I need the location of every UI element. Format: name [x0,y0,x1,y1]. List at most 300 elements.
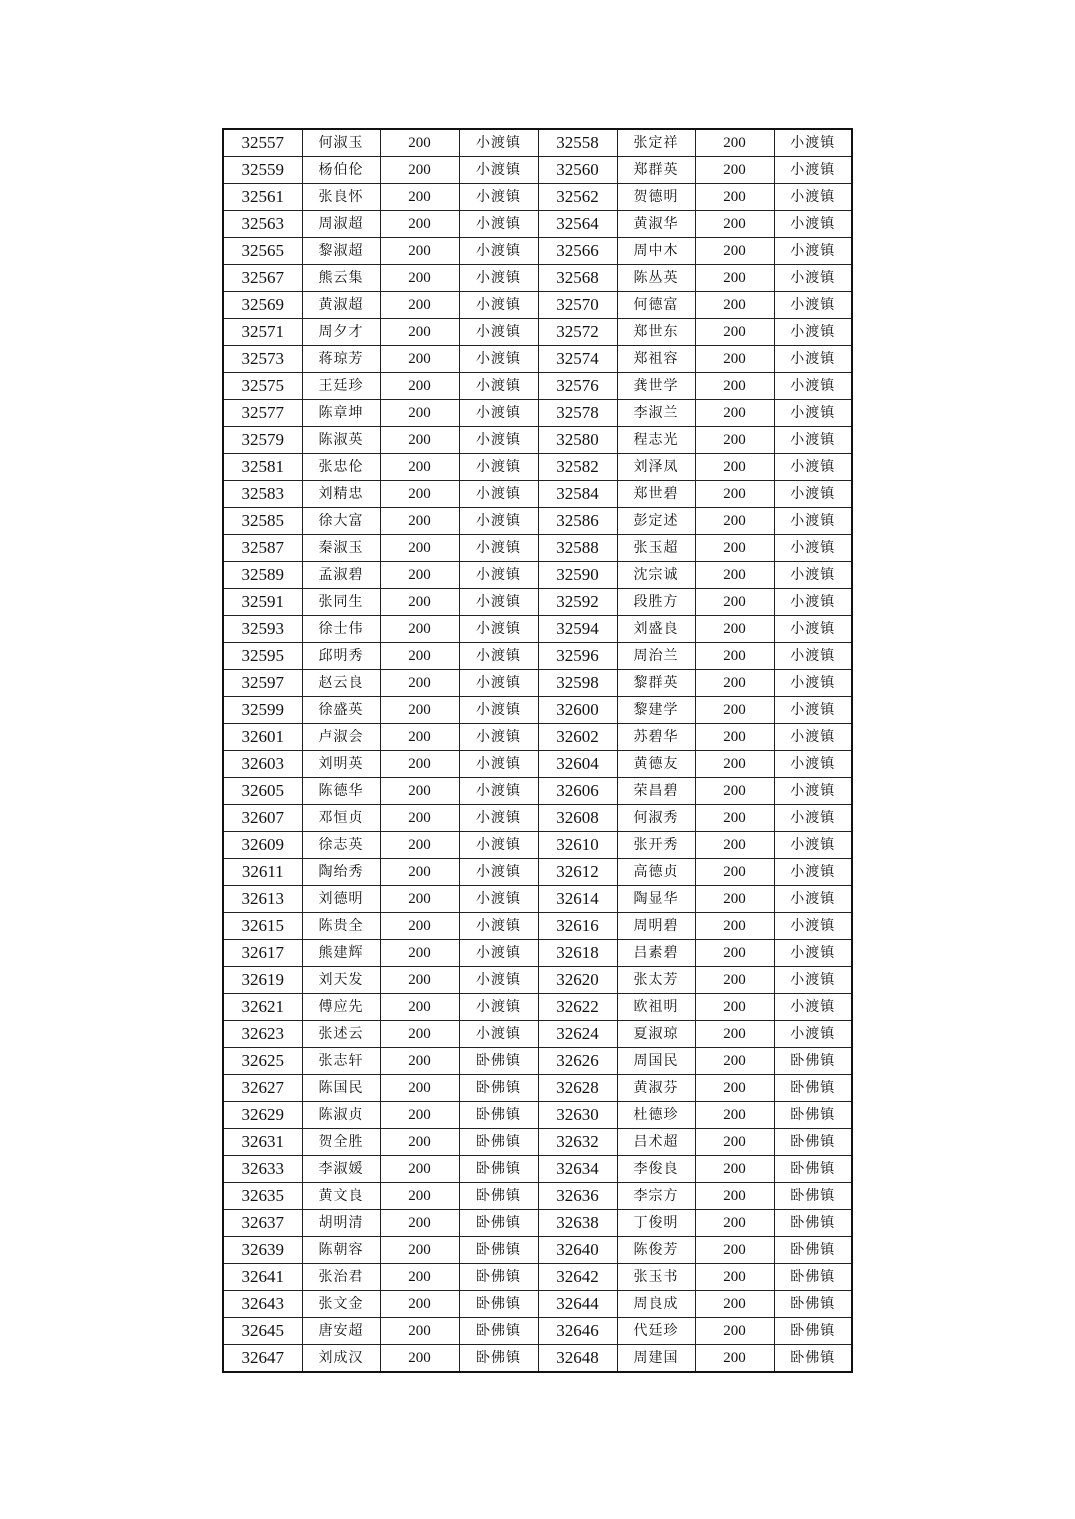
record-id-cell: 32557 [223,129,302,157]
table-row [223,508,852,535]
name-cell: 陈国民 [302,1075,380,1102]
town-cell: 卧佛镇 [459,1048,538,1075]
town-cell: 小渡镇 [774,454,852,481]
name-cell: 刘德明 [302,886,380,913]
table-row [223,292,852,319]
amount-cell: 200 [380,859,459,886]
amount-cell: 200 [695,886,774,913]
town-cell: 小渡镇 [774,778,852,805]
amount-cell: 200 [695,481,774,508]
record-id-cell: 32597 [223,670,302,697]
record-id-cell: 32558 [538,129,617,157]
name-cell: 周明碧 [617,913,695,940]
town-cell: 小渡镇 [774,400,852,427]
name-cell: 黎建学 [617,697,695,724]
town-cell: 小渡镇 [459,967,538,994]
record-id-cell: 32646 [538,1318,617,1345]
name-cell: 张忠伦 [302,454,380,481]
amount-cell: 200 [695,129,774,157]
town-cell: 小渡镇 [459,400,538,427]
record-id-cell: 32593 [223,616,302,643]
name-cell: 张良怀 [302,184,380,211]
town-cell: 小渡镇 [459,535,538,562]
town-cell: 小渡镇 [459,238,538,265]
amount-cell: 200 [380,670,459,697]
record-id-cell: 32584 [538,481,617,508]
town-cell: 卧佛镇 [774,1048,852,1075]
name-cell: 陶绐秀 [302,859,380,886]
record-id-cell: 32572 [538,319,617,346]
table-row [223,1156,852,1183]
record-id-cell: 32635 [223,1183,302,1210]
name-cell: 周良成 [617,1291,695,1318]
table-row [223,481,852,508]
roster-table [222,128,853,1373]
record-id-cell: 32573 [223,346,302,373]
name-cell: 刘泽凤 [617,454,695,481]
town-cell: 小渡镇 [774,886,852,913]
record-id-cell: 32582 [538,454,617,481]
record-id-cell: 32645 [223,1318,302,1345]
record-id-cell: 32586 [538,508,617,535]
name-cell: 周夕才 [302,319,380,346]
town-cell: 小渡镇 [459,751,538,778]
amount-cell: 200 [380,535,459,562]
name-cell: 陈朝容 [302,1237,380,1264]
amount-cell: 200 [380,589,459,616]
name-cell: 程志光 [617,427,695,454]
table-row [223,1021,852,1048]
record-id-cell: 32637 [223,1210,302,1237]
amount-cell: 200 [380,616,459,643]
amount-cell: 200 [380,211,459,238]
town-cell: 小渡镇 [774,157,852,184]
record-id-cell: 32632 [538,1129,617,1156]
table-row [223,778,852,805]
record-id-cell: 32647 [223,1345,302,1373]
table-row [223,1345,852,1373]
town-cell: 卧佛镇 [774,1264,852,1291]
record-id-cell: 32566 [538,238,617,265]
town-cell: 小渡镇 [774,940,852,967]
town-cell: 小渡镇 [459,697,538,724]
name-cell: 周治兰 [617,643,695,670]
name-cell: 张同生 [302,589,380,616]
amount-cell: 200 [695,184,774,211]
name-cell: 李淑媛 [302,1156,380,1183]
table-row [223,724,852,751]
town-cell: 小渡镇 [459,319,538,346]
record-id-cell: 32623 [223,1021,302,1048]
town-cell: 小渡镇 [459,481,538,508]
amount-cell: 200 [380,1210,459,1237]
table-row [223,751,852,778]
record-id-cell: 32590 [538,562,617,589]
amount-cell: 200 [695,589,774,616]
amount-cell: 200 [380,832,459,859]
table-row [223,1237,852,1264]
amount-cell: 200 [695,346,774,373]
record-id-cell: 32576 [538,373,617,400]
name-cell: 何德富 [617,292,695,319]
town-cell: 小渡镇 [459,454,538,481]
record-id-cell: 32564 [538,211,617,238]
record-id-cell: 32644 [538,1291,617,1318]
record-id-cell: 32624 [538,1021,617,1048]
record-id-cell: 32608 [538,805,617,832]
amount-cell: 200 [695,562,774,589]
name-cell: 周中木 [617,238,695,265]
amount-cell: 200 [380,1318,459,1345]
town-cell: 小渡镇 [774,265,852,292]
amount-cell: 200 [695,454,774,481]
name-cell: 邓恒贞 [302,805,380,832]
name-cell: 黄淑超 [302,292,380,319]
record-id-cell: 32628 [538,1075,617,1102]
amount-cell: 200 [380,1048,459,1075]
amount-cell: 200 [380,1264,459,1291]
name-cell: 陈贵全 [302,913,380,940]
town-cell: 小渡镇 [774,697,852,724]
table-row [223,157,852,184]
amount-cell: 200 [380,1021,459,1048]
town-cell: 卧佛镇 [459,1237,538,1264]
town-cell: 小渡镇 [774,427,852,454]
amount-cell: 200 [695,940,774,967]
amount-cell: 200 [695,697,774,724]
name-cell: 傅应先 [302,994,380,1021]
record-id-cell: 32581 [223,454,302,481]
name-cell: 丁俊明 [617,1210,695,1237]
amount-cell: 200 [380,346,459,373]
record-id-cell: 32640 [538,1237,617,1264]
name-cell: 李宗方 [617,1183,695,1210]
town-cell: 小渡镇 [774,346,852,373]
record-id-cell: 32603 [223,751,302,778]
name-cell: 赵云良 [302,670,380,697]
town-cell: 小渡镇 [459,724,538,751]
town-cell: 卧佛镇 [459,1318,538,1345]
amount-cell: 200 [380,454,459,481]
table-row [223,643,852,670]
record-id-cell: 32634 [538,1156,617,1183]
amount-cell: 200 [380,1291,459,1318]
record-id-cell: 32610 [538,832,617,859]
amount-cell: 200 [695,805,774,832]
name-cell: 熊云集 [302,265,380,292]
amount-cell: 200 [380,751,459,778]
name-cell: 张玉书 [617,1264,695,1291]
amount-cell: 200 [380,427,459,454]
record-id-cell: 32587 [223,535,302,562]
town-cell: 卧佛镇 [459,1291,538,1318]
town-cell: 小渡镇 [774,184,852,211]
amount-cell: 200 [380,643,459,670]
name-cell: 张开秀 [617,832,695,859]
amount-cell: 200 [695,913,774,940]
name-cell: 卢淑会 [302,724,380,751]
table-row [223,211,852,238]
town-cell: 小渡镇 [774,967,852,994]
record-id-cell: 32580 [538,427,617,454]
amount-cell: 200 [380,292,459,319]
table-row [223,427,852,454]
amount-cell: 200 [695,616,774,643]
amount-cell: 200 [695,400,774,427]
town-cell: 小渡镇 [774,643,852,670]
amount-cell: 200 [695,778,774,805]
town-cell: 小渡镇 [459,373,538,400]
town-cell: 小渡镇 [459,589,538,616]
town-cell: 小渡镇 [459,562,538,589]
name-cell: 刘精忠 [302,481,380,508]
town-cell: 小渡镇 [774,562,852,589]
amount-cell: 200 [695,751,774,778]
amount-cell: 200 [380,238,459,265]
name-cell: 陈淑贞 [302,1102,380,1129]
amount-cell: 200 [695,643,774,670]
record-id-cell: 32638 [538,1210,617,1237]
amount-cell: 200 [380,913,459,940]
record-id-cell: 32567 [223,265,302,292]
name-cell: 周建国 [617,1345,695,1373]
record-id-cell: 32569 [223,292,302,319]
record-id-cell: 32562 [538,184,617,211]
record-id-cell: 32630 [538,1102,617,1129]
table-row [223,859,852,886]
town-cell: 小渡镇 [774,913,852,940]
record-id-cell: 32626 [538,1048,617,1075]
town-cell: 小渡镇 [459,670,538,697]
name-cell: 陈德华 [302,778,380,805]
table-row [223,1183,852,1210]
table-row [223,265,852,292]
town-cell: 小渡镇 [459,508,538,535]
name-cell: 蒋琼芳 [302,346,380,373]
name-cell: 王廷珍 [302,373,380,400]
name-cell: 徐士伟 [302,616,380,643]
amount-cell: 200 [380,994,459,1021]
amount-cell: 200 [695,427,774,454]
town-cell: 小渡镇 [774,805,852,832]
table-row [223,805,852,832]
name-cell: 贺德明 [617,184,695,211]
table-row [223,967,852,994]
record-id-cell: 32595 [223,643,302,670]
town-cell: 小渡镇 [459,427,538,454]
amount-cell: 200 [380,1129,459,1156]
record-id-cell: 32599 [223,697,302,724]
amount-cell: 200 [380,940,459,967]
name-cell: 邱明秀 [302,643,380,670]
table-row [223,319,852,346]
name-cell: 唐安超 [302,1318,380,1345]
amount-cell: 200 [695,211,774,238]
name-cell: 荣昌碧 [617,778,695,805]
town-cell: 卧佛镇 [774,1102,852,1129]
record-id-cell: 32618 [538,940,617,967]
table-row [223,129,852,157]
name-cell: 李俊良 [617,1156,695,1183]
table-row [223,1102,852,1129]
record-id-cell: 32641 [223,1264,302,1291]
table-row [223,994,852,1021]
town-cell: 小渡镇 [774,589,852,616]
name-cell: 贺全胜 [302,1129,380,1156]
amount-cell: 200 [695,319,774,346]
record-id-cell: 32578 [538,400,617,427]
record-id-cell: 32631 [223,1129,302,1156]
name-cell: 张文金 [302,1291,380,1318]
amount-cell: 200 [695,1264,774,1291]
table-row [223,346,852,373]
amount-cell: 200 [695,157,774,184]
name-cell: 何淑玉 [302,129,380,157]
amount-cell: 200 [695,1102,774,1129]
name-cell: 高德贞 [617,859,695,886]
amount-cell: 200 [695,1048,774,1075]
record-id-cell: 32613 [223,886,302,913]
name-cell: 郑群英 [617,157,695,184]
record-id-cell: 32607 [223,805,302,832]
name-cell: 黄德友 [617,751,695,778]
town-cell: 小渡镇 [459,994,538,1021]
amount-cell: 200 [695,967,774,994]
record-id-cell: 32579 [223,427,302,454]
town-cell: 小渡镇 [459,157,538,184]
name-cell: 刘天发 [302,967,380,994]
name-cell: 张述云 [302,1021,380,1048]
name-cell: 黄淑华 [617,211,695,238]
town-cell: 卧佛镇 [774,1237,852,1264]
record-id-cell: 32575 [223,373,302,400]
name-cell: 段胜方 [617,589,695,616]
record-id-cell: 32604 [538,751,617,778]
record-id-cell: 32602 [538,724,617,751]
record-id-cell: 32559 [223,157,302,184]
amount-cell: 200 [380,805,459,832]
town-cell: 小渡镇 [774,238,852,265]
amount-cell: 200 [695,292,774,319]
town-cell: 小渡镇 [774,508,852,535]
record-id-cell: 32591 [223,589,302,616]
table-row [223,670,852,697]
name-cell: 周国民 [617,1048,695,1075]
record-id-cell: 32570 [538,292,617,319]
record-id-cell: 32596 [538,643,617,670]
name-cell: 张定祥 [617,129,695,157]
name-cell: 吕素碧 [617,940,695,967]
amount-cell: 200 [695,535,774,562]
record-id-cell: 32643 [223,1291,302,1318]
name-cell: 陈淑英 [302,427,380,454]
name-cell: 郑世碧 [617,481,695,508]
town-cell: 卧佛镇 [459,1075,538,1102]
town-cell: 小渡镇 [774,751,852,778]
town-cell: 小渡镇 [774,535,852,562]
amount-cell: 200 [380,265,459,292]
table-row [223,616,852,643]
name-cell: 沈宗诚 [617,562,695,589]
record-id-cell: 32620 [538,967,617,994]
name-cell: 欧祖明 [617,994,695,1021]
name-cell: 徐大富 [302,508,380,535]
table-row [223,1291,852,1318]
town-cell: 小渡镇 [774,129,852,157]
name-cell: 龚世学 [617,373,695,400]
amount-cell: 200 [380,1102,459,1129]
table-row [223,1210,852,1237]
record-id-cell: 32625 [223,1048,302,1075]
name-cell: 孟淑碧 [302,562,380,589]
name-cell: 黄淑芬 [617,1075,695,1102]
amount-cell: 200 [380,184,459,211]
town-cell: 卧佛镇 [459,1129,538,1156]
town-cell: 卧佛镇 [459,1156,538,1183]
table-row [223,1129,852,1156]
table-row [223,1048,852,1075]
amount-cell: 200 [380,724,459,751]
record-id-cell: 32560 [538,157,617,184]
town-cell: 卧佛镇 [459,1102,538,1129]
name-cell: 张志轩 [302,1048,380,1075]
amount-cell: 200 [695,1237,774,1264]
record-id-cell: 32636 [538,1183,617,1210]
town-cell: 小渡镇 [459,346,538,373]
town-cell: 小渡镇 [459,129,538,157]
name-cell: 夏淑琼 [617,1021,695,1048]
record-id-cell: 32622 [538,994,617,1021]
record-id-cell: 32585 [223,508,302,535]
town-cell: 卧佛镇 [459,1345,538,1373]
record-id-cell: 32614 [538,886,617,913]
table-row [223,886,852,913]
record-id-cell: 32561 [223,184,302,211]
name-cell: 郑祖容 [617,346,695,373]
amount-cell: 200 [380,157,459,184]
name-cell: 杜德珍 [617,1102,695,1129]
town-cell: 卧佛镇 [774,1345,852,1373]
record-id-cell: 32627 [223,1075,302,1102]
name-cell: 胡明清 [302,1210,380,1237]
table-row [223,373,852,400]
table-row [223,1075,852,1102]
name-cell: 陈俊芳 [617,1237,695,1264]
name-cell: 黄文良 [302,1183,380,1210]
town-cell: 小渡镇 [774,724,852,751]
amount-cell: 200 [380,778,459,805]
town-cell: 卧佛镇 [459,1210,538,1237]
name-cell: 陶显华 [617,886,695,913]
record-id-cell: 32629 [223,1102,302,1129]
amount-cell: 200 [380,373,459,400]
table-row [223,1264,852,1291]
town-cell: 小渡镇 [774,211,852,238]
name-cell: 吕术超 [617,1129,695,1156]
town-cell: 卧佛镇 [774,1075,852,1102]
town-cell: 小渡镇 [459,832,538,859]
amount-cell: 200 [695,859,774,886]
name-cell: 黎群英 [617,670,695,697]
amount-cell: 200 [695,1156,774,1183]
amount-cell: 200 [695,1021,774,1048]
amount-cell: 200 [380,697,459,724]
table-row [223,535,852,562]
record-id-cell: 32606 [538,778,617,805]
town-cell: 小渡镇 [774,670,852,697]
record-id-cell: 32611 [223,859,302,886]
name-cell: 何淑秀 [617,805,695,832]
